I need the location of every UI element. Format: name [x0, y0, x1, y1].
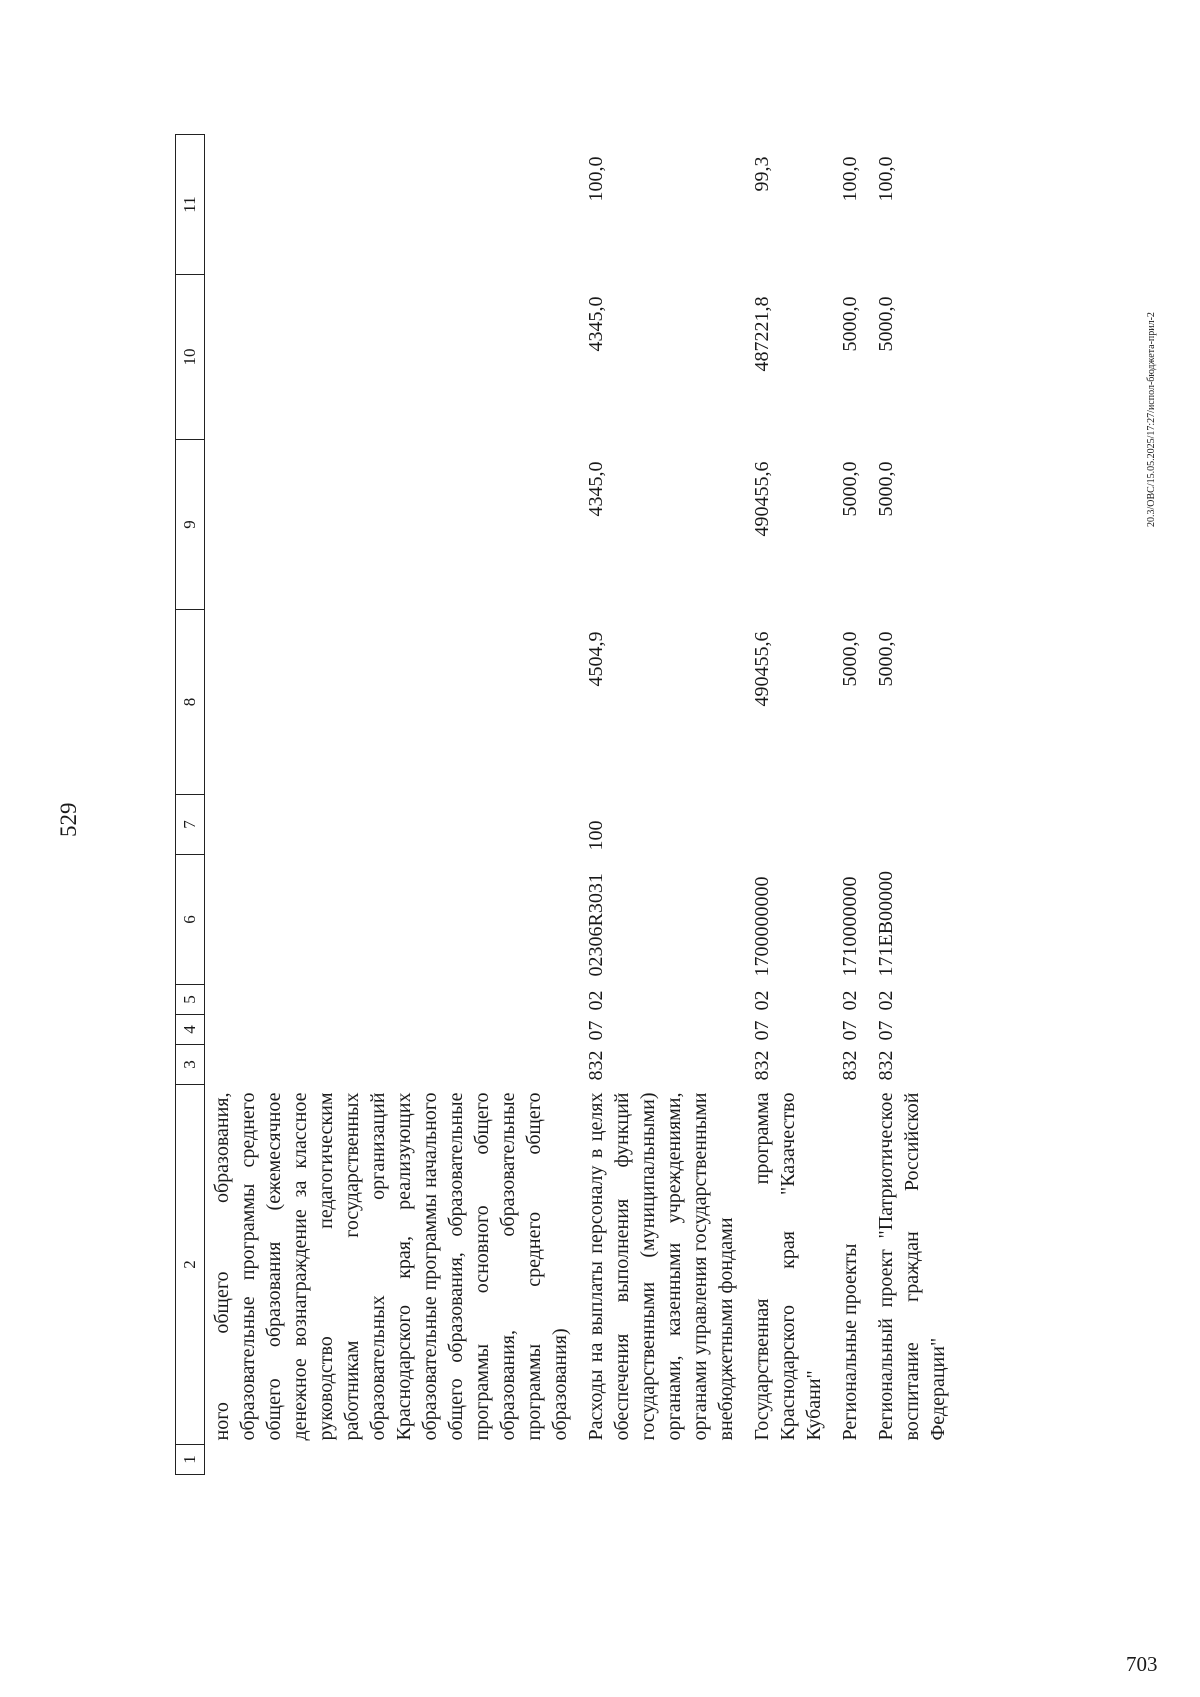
cell-cs [205, 855, 580, 985]
footer-code: 20.3/ОВС/15.05.2025/17:27/испол-бюджета-прил-2 [1146, 312, 1157, 527]
cell-col9 [205, 440, 580, 610]
cell-cs: 1710000000 [839, 876, 861, 977]
cell-kvr [745, 795, 833, 855]
cell-pr: 02 [839, 990, 861, 1011]
cell-vr: 832 [875, 1050, 897, 1081]
header-col-1: 1 [176, 1445, 205, 1475]
cell-kvr [869, 795, 957, 855]
cell-pr: 02 [585, 990, 607, 1011]
table-row [205, 135, 580, 1475]
header-col-9: 9 [176, 440, 205, 610]
row-description: Государственная программа Краснодарского края "Казачество Кубани" [751, 1092, 825, 1441]
cell-col11: 100,0 [585, 156, 607, 202]
header-col-6: 6 [176, 855, 205, 985]
cell-col9: 490455,6 [751, 461, 773, 537]
header-col-8: 8 [176, 610, 205, 795]
row-description: Расходы на выплаты персоналу в целях обеспечения выполнения функций государственными (муниципальными) органами, казенными учреждениями, органами управления государственными внебюджетными фондами [585, 1092, 737, 1441]
cell-col9: 4345,0 [585, 461, 607, 517]
cell-col11 [205, 135, 580, 275]
cell-vr: 832 [585, 1050, 607, 1081]
cell-col8: 5000,0 [875, 631, 897, 687]
cell-kvr [833, 795, 869, 855]
cell-vr [205, 1045, 580, 1085]
cell-col10: 5000,0 [839, 296, 861, 352]
table-row [869, 135, 957, 1475]
header-col-2: 2 [176, 1085, 205, 1445]
cell-rz: 07 [839, 1020, 861, 1041]
cell-col8 [205, 610, 580, 795]
cell-pr [205, 985, 580, 1015]
cell-col8: 5000,0 [839, 631, 861, 687]
table-row [833, 135, 869, 1475]
header-col-11: 11 [176, 135, 205, 275]
cell-kvr [205, 795, 580, 855]
cell-pr: 02 [875, 990, 897, 1011]
cell-cs: 1700000000 [751, 876, 773, 977]
cell-col9: 5000,0 [839, 461, 861, 517]
cell-col11: 99,3 [751, 156, 773, 192]
budget-table [175, 134, 957, 1475]
cell-col8: 4504,9 [585, 631, 607, 687]
cell-rz: 07 [585, 1020, 607, 1041]
cell-vr: 832 [751, 1050, 773, 1081]
cell-col9: 5000,0 [875, 461, 897, 517]
cell-kvr: 100 [585, 820, 607, 851]
cell-col11: 100,0 [875, 156, 897, 202]
cell-rz [205, 1015, 580, 1045]
header-col-3: 3 [176, 1045, 205, 1085]
table-row [745, 135, 833, 1475]
cell-cs: 171EВ00000 [875, 870, 897, 977]
cell-col10: 5000,0 [875, 296, 897, 352]
cell-col8: 490455,6 [751, 631, 773, 707]
row-description: Региональный проект "Патриотическое воспитание граждан Российской Федерации" [875, 1092, 949, 1441]
cell-col10: 487221,8 [751, 296, 773, 372]
cell-rz: 07 [875, 1020, 897, 1041]
cell-col10 [205, 275, 580, 440]
cell-vr: 832 [839, 1050, 861, 1081]
page-number: 703 [1126, 1652, 1158, 1676]
header-col-4: 4 [176, 1015, 205, 1045]
table-row [579, 135, 745, 1475]
header-col-5: 5 [176, 985, 205, 1015]
row-description: Региональные проекты [839, 1243, 861, 1441]
row-description: ного общего образования, образовательные программы среднего общего образования (ежемесячное денежное вознаграждение за классное руководство педагогическим работникам государственных образовательных организаций Краснодарского края, реализующих образовательные программы начального общего образования, образовательные программы основного общего образования, образовательные программы среднего общего образования) [211, 1092, 571, 1441]
header-row [176, 135, 205, 1475]
cell-col11: 100,0 [839, 156, 861, 202]
cell-rz: 07 [751, 1020, 773, 1041]
inner-page-number: 529 [56, 802, 81, 837]
header-col-10: 10 [176, 275, 205, 440]
cell-cs: 02306R3031 [585, 873, 607, 977]
header-col-7: 7 [176, 795, 205, 855]
cell-col10: 4345,0 [585, 296, 607, 352]
cell-pr: 02 [751, 990, 773, 1011]
